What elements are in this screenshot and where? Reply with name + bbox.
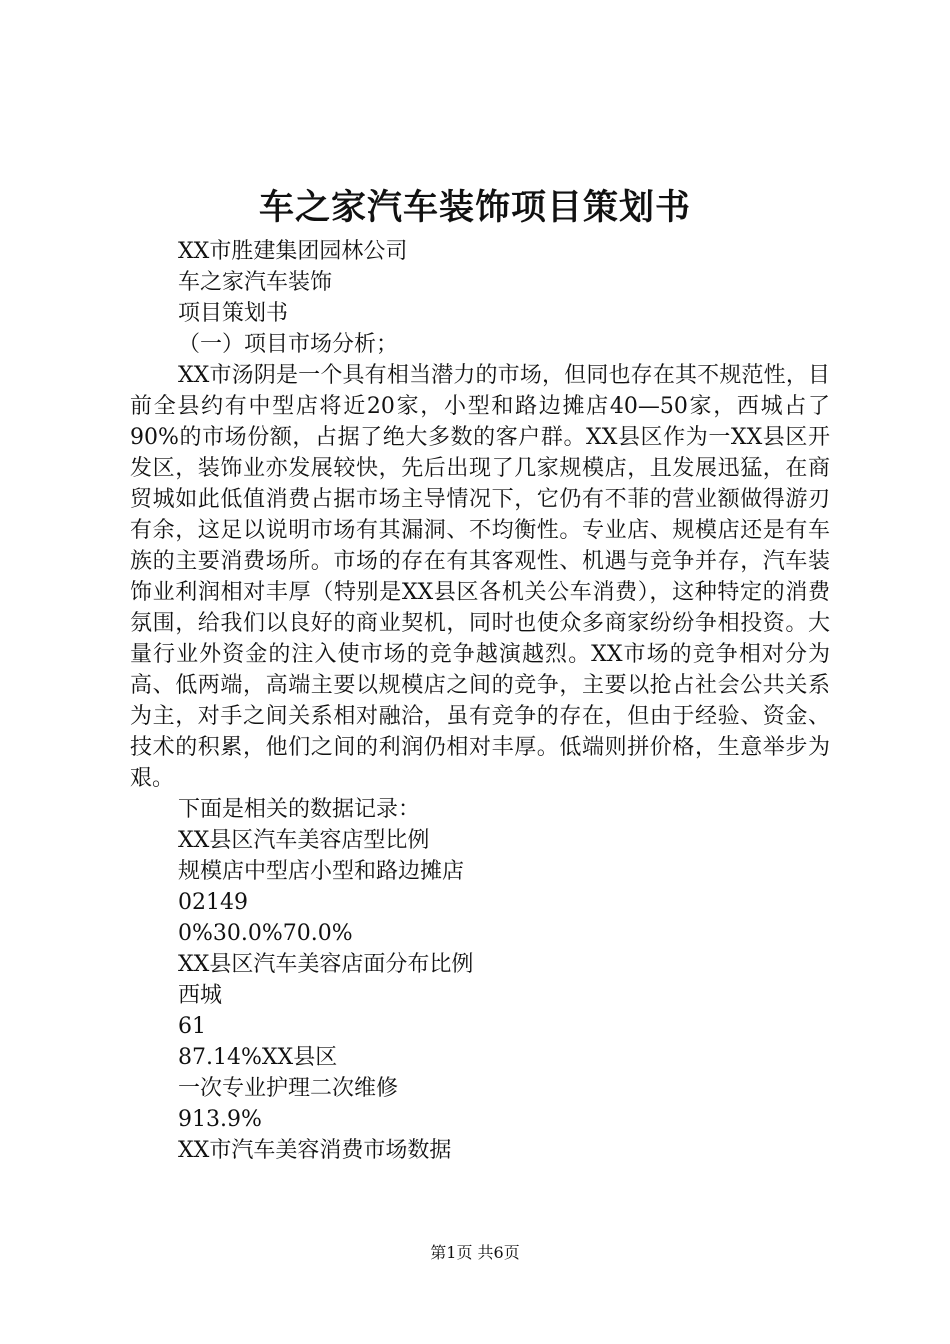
project-name-line: 车之家汽车装饰 [178, 270, 333, 295]
data-intro-line: 下面是相关的数据记录： [178, 797, 421, 822]
data-line: 61 [178, 1014, 206, 1039]
org-line: XX市胜建集团园林公司 [178, 239, 408, 264]
page-footer: 第1页 共6页 [430, 1243, 520, 1262]
data-line: 913.9% [178, 1107, 262, 1132]
data-line: 一次专业护理二次维修 [178, 1076, 399, 1101]
data-line: 西城 [178, 983, 223, 1008]
data-line: 87.14%XX县区 [178, 1045, 338, 1070]
data-line: 0%30.0%70.0% [178, 921, 353, 946]
data-line: XX市汽车美容消费市场数据 [178, 1138, 452, 1163]
data-line: 规模店中型店小型和路边摊店 [178, 859, 465, 884]
data-line: XX县区汽车美容店型比例 [178, 828, 430, 853]
document-body [130, 236, 830, 1166]
document-title: 车之家汽车装饰项目策划书 [258, 187, 691, 228]
market-analysis-paragraph: XX市汤阴是一个具有相当潜力的市场，但同也存在其不规范性，目前全县约有中型店将近20家，小型和路边摊店40—50家，西城占了90%的市场份额，占据了绝大多数的客户群。XX县区作为一XX县区开发区，装饰业亦发展较快，先后出现了几家规模店，且发展迅猛，在商贸城如此低值消费占据市场主导情况下，它仍有不菲的营业额做得游刃有余，这足以说明市场有其漏洞、不均衡性。专业店、规模店还是有车族的主要消费场所。市场的存在有其客观性、机遇与竞争并存，汽车装饰业利润相对丰厚（特别是XX县区各机关公车消费），这种特定的消费氛围，给我们以良好的商业契机，同时也使众多商家纷纷争相投资。大量行业外资金的注入使市场的竞争越演越烈。XX市场的竞争相对分为高、低两端，高端主要以规模店之间的竞争，主要以抢占社会公共关系为主，对手之间关系相对融洽，虽有竞争的存在，但由于经验、资金、技术的积累，他们之间的利润仍相对丰厚。低端则拼价格，生意举步为艰。 [130, 363, 830, 791]
doc-type-line: 项目策划书 [178, 301, 289, 326]
data-line: XX县区汽车美容店面分布比例 [178, 952, 474, 977]
data-line: 02149 [178, 890, 248, 915]
section-heading: （一）项目市场分析； [178, 332, 399, 357]
